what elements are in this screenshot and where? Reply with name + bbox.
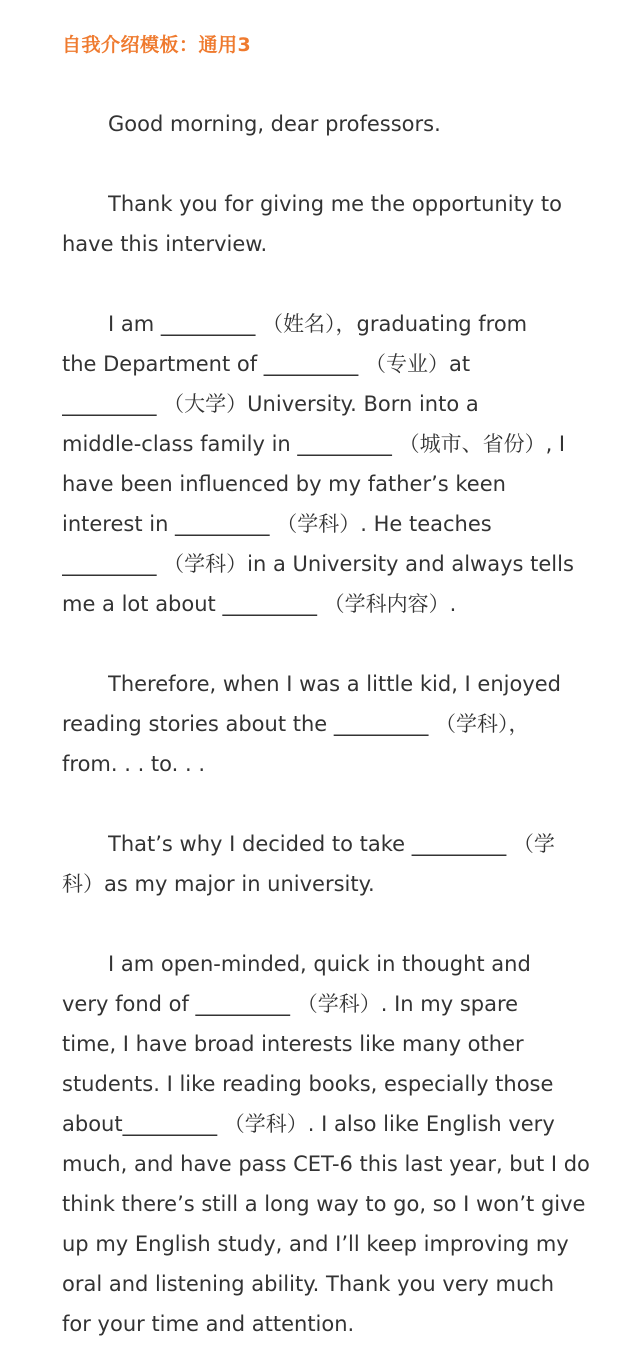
paragraph-line: I am _________ （姓名），graduating from [108, 312, 528, 336]
paragraph-line: much, and have pass CET-6 this last year, but I do [62, 1152, 590, 1176]
paragraph-line: 科）as my major in university. [62, 872, 375, 896]
paragraph-line: reading stories about the _________ （学科）， [62, 712, 530, 736]
paragraph-line: _________ （学科）in a University and always tells [62, 552, 574, 576]
paragraph-line: up my English study, and I’ll keep improving my [62, 1232, 569, 1256]
paragraph-line: very fond of _________ （学科）. In my spare [62, 992, 519, 1016]
paragraph-line: students. I like reading books, especially those [62, 1072, 554, 1096]
paragraph-line: I am open-minded, quick in thought and [108, 952, 531, 976]
paragraph-line: Therefore, when I was a little kid, I enjoyed [108, 672, 561, 696]
paragraph-line: for your time and attention. [62, 1312, 355, 1336]
page-title: 自我介绍模板：通用3 [62, 34, 252, 56]
paragraph-line: middle-class family in _________ （城市、省份）, I [62, 432, 566, 456]
paragraph-line: about_________ （学科）. I also like English very [62, 1112, 555, 1136]
paragraph-line: have been influenced by my father’s keen [62, 472, 506, 496]
paragraph-line: from. . . to. . . [62, 752, 206, 776]
paragraph-line: oral and listening ability. Thank you very much [62, 1272, 555, 1296]
paragraph-line: Thank you for giving me the opportunity to [108, 192, 562, 216]
paragraph-line: me a lot about _________ （学科内容）. [62, 592, 457, 616]
greeting-line: Good morning, dear professors. [108, 112, 441, 136]
paragraph-line: have this interview. [62, 232, 268, 256]
paragraph-line: That’s why I decided to take _________ （学 [108, 832, 555, 856]
paragraph-line: interest in _________ （学科）. He teaches [62, 512, 492, 536]
paragraph-line: the Department of _________ （专业）at [62, 352, 471, 376]
paragraph-line: _________ （大学）University. Born into a [62, 392, 479, 416]
paragraph-line: time, I have broad interests like many other [62, 1032, 524, 1056]
paragraph-line: think there’s still a long way to go, so I won’t give [62, 1192, 586, 1216]
